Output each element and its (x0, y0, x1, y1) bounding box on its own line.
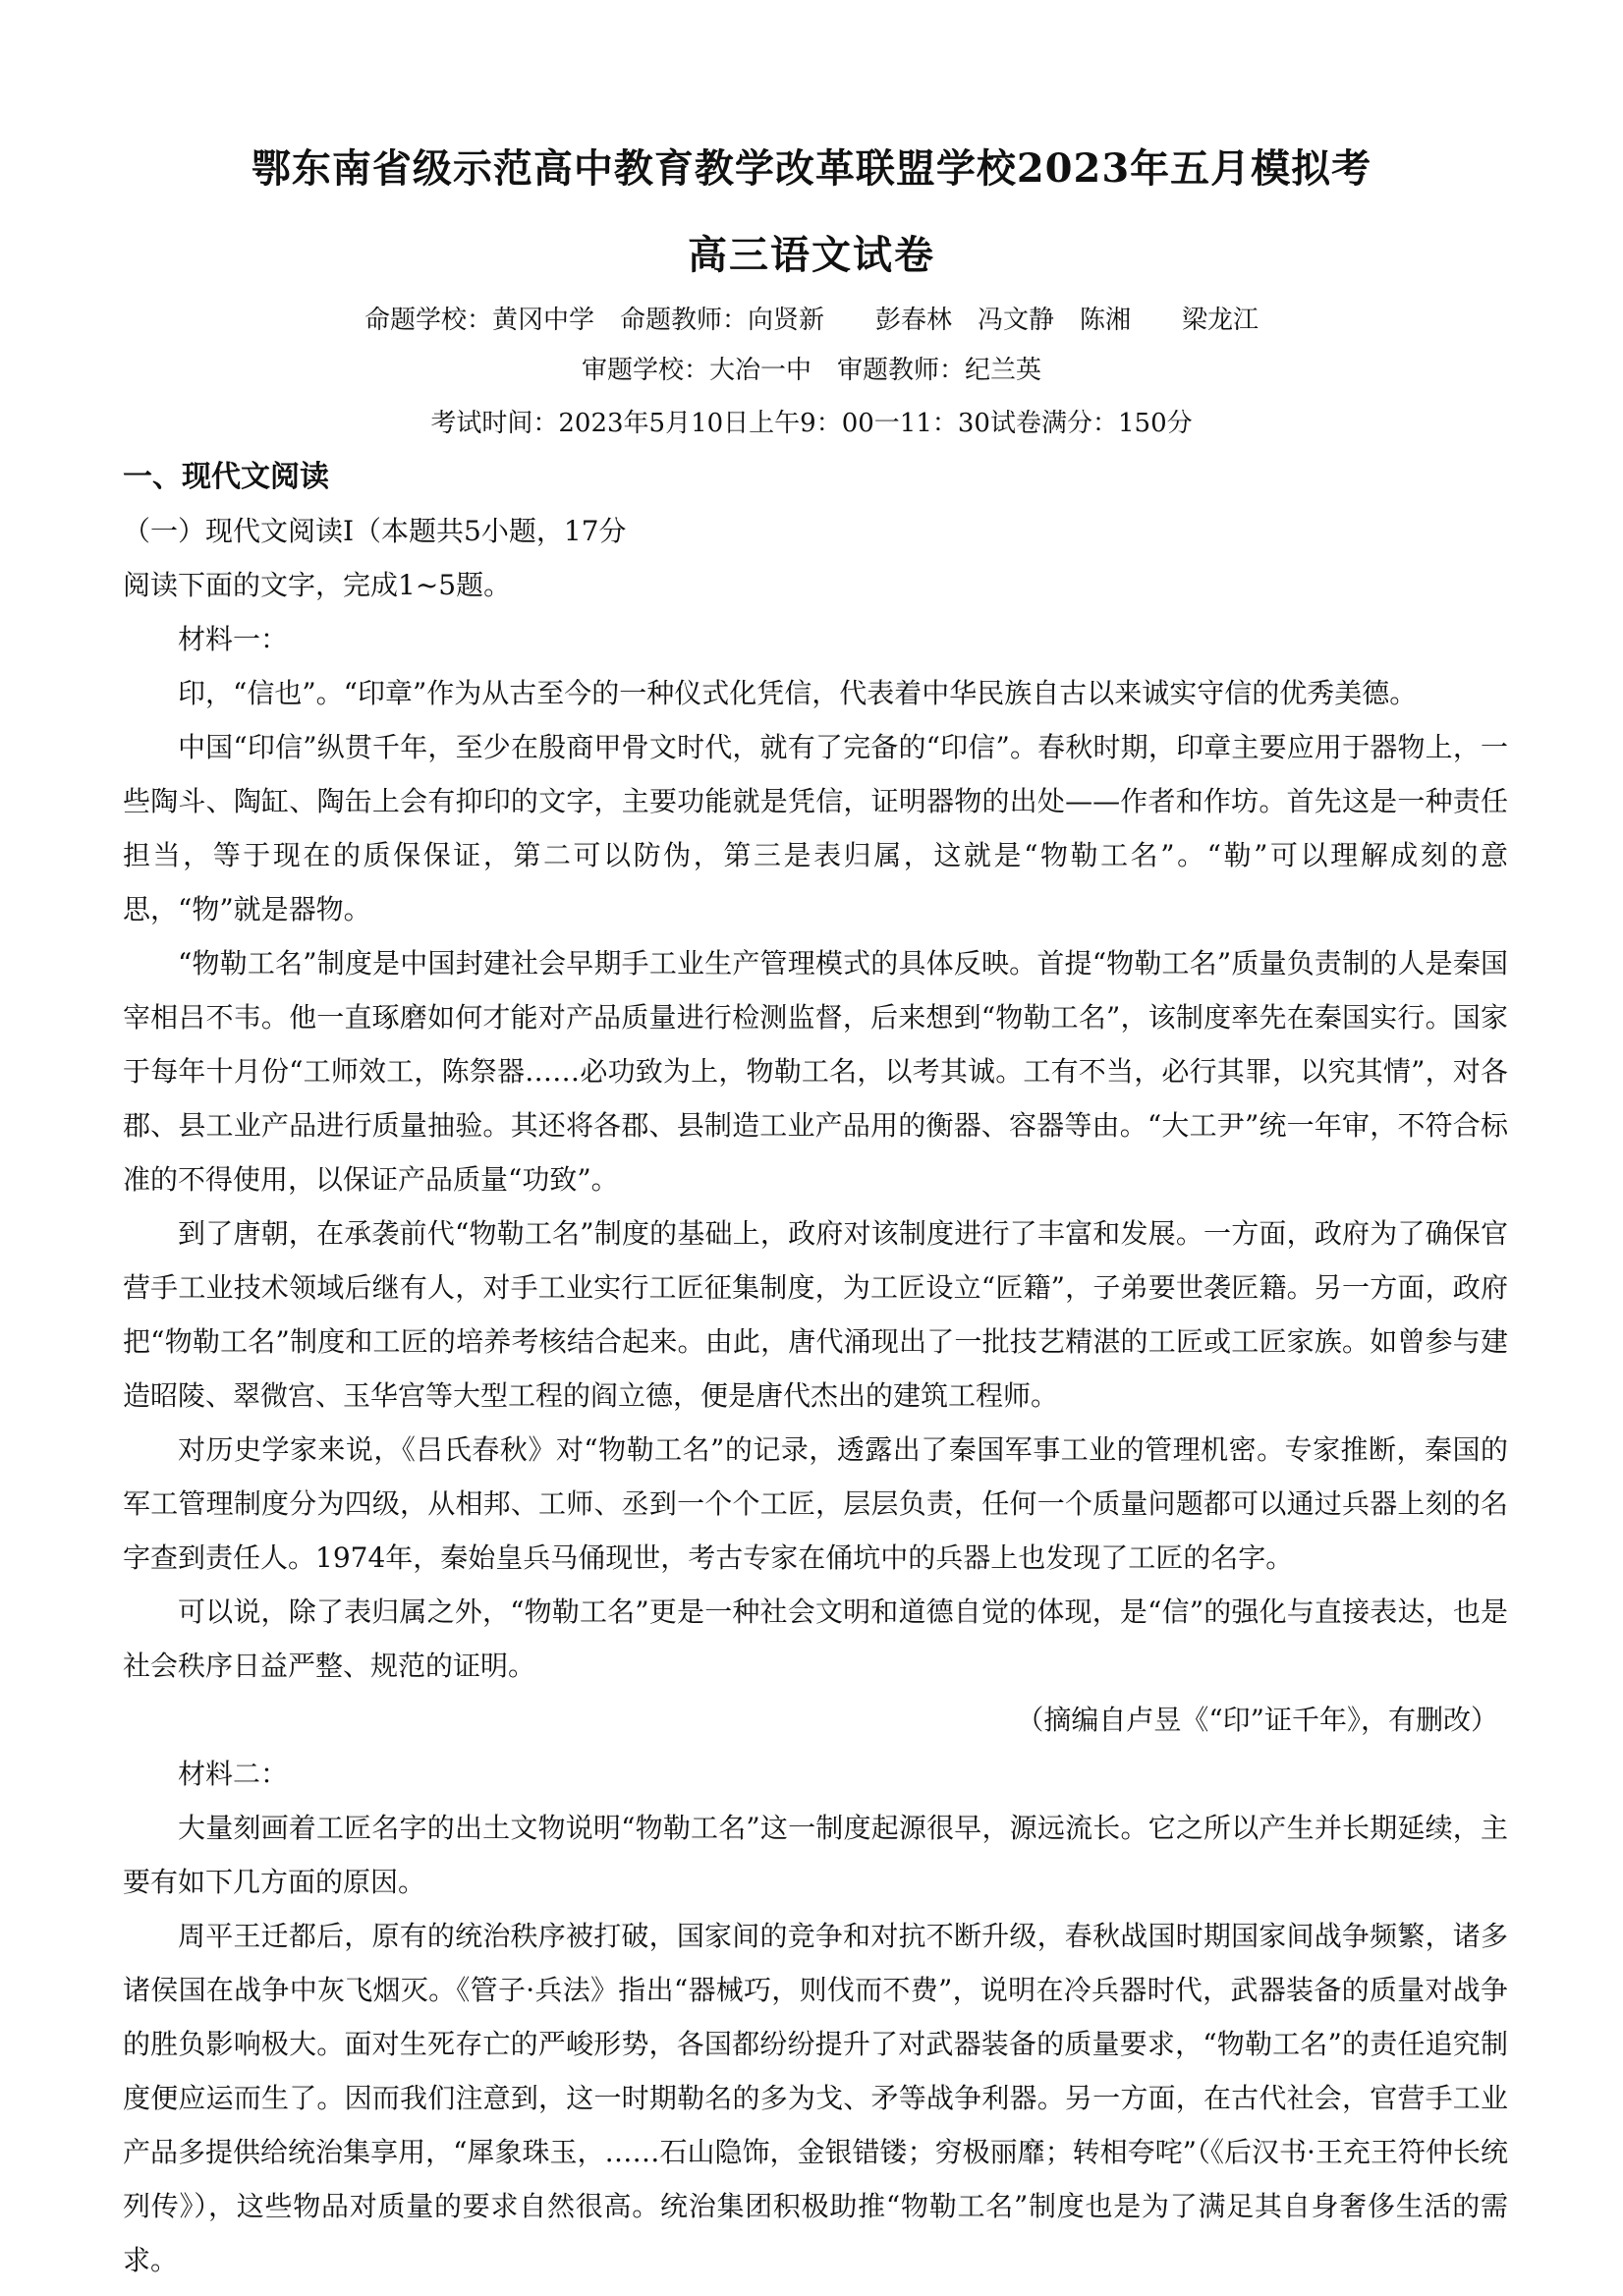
material-2-paragraph: 大量刻画着工匠名字的出土文物说明“物勒工名”这一制度起源很早，源远流长。它之所以产生并长期延续，主要有如下几方面的原因。 (123, 1812, 1508, 1898)
material-2-paragraph: 周平王迁都后，原有的统治秩序被打破，国家间的竞争和对抗不断升级，春秋战国时期国家间战争频繁，诸多诸侯国在战争中灰飞烟灭。《管子·兵法》指出“器械巧，则伐而不费”，说明在冷兵器时代，武器装备的质量对战争的胜负影响极大。面对生死存亡的严峻形势，各国都纷纷提升了对武器装备的质量要求，“物勒工名”的责任追究制度便应运而生了。因而我们注意到，这一时期勒名的多为戈、矛等战争利器。另一方面，在古代社会，官营手工业产品多提供给统治集享用，“犀象珠玉，……石山隐饰，金银错镂；穷极丽靡；转相夸咤”（《后汉书·王充王符仲长统列传》），这些物品对质量的要求自然很高。统治集团积极助推“物勒工名”制度也是为了满足其自身奢侈生活的需求。 (123, 1920, 1508, 2276)
exam-info-line: 考试时间：2023年5月10日上午9：00一11：30试卷满分：150分 (430, 409, 1193, 438)
exam-body (123, 450, 1508, 2287)
material-1-paragraph: 中国“印信”纵贯千年，至少在殷商甲骨文时代，就有了完备的“印信”。春秋时期，印章主要应用于器物上，一些陶斗、陶缸、陶缶上会有抑印的文字，主要功能就是凭信，证明器物的出处——作者和作坊。首先这是一种责任担当，等于现在的质保保证，第二可以防伪，第三是表归属，这就是“物勒工名”。“勒”可以理解成刻的意思，“物”就是器物。 (123, 731, 1508, 925)
section-heading: 一、现代文阅读 (123, 460, 329, 494)
author-line: 命题学校：黄冈中学 命题教师：向贤新 彭春林 冯文静 陈湘 梁龙江 (364, 306, 1259, 335)
material-1-paragraph: 印，“信也”。“印章”作为从古至今的一种仪式化凭信，代表着中华民族自古以来诚实守信的优秀美德。 (178, 677, 1418, 709)
material-1-paragraph: 可以说，除了表归属之外，“物勒工名”更是一种社会文明和道德自觉的体现，是“信”的强化与直接表达，也是社会秩序日益严整、规范的证明。 (123, 1596, 1508, 1682)
material-1-paragraph: 到了唐朝，在承袭前代“物勒工名”制度的基础上，政府对该制度进行了丰富和发展。一方面，政府为了确保官营手工业技术领域后继有人，对手工业实行工匠征集制度，为工匠设立“匠籍”，子弟要世袭匠籍。另一方面，政府把“物勒工名”制度和工匠的培养考核结合起来。由此，唐代涌现出了一批技艺精湛的工匠或工匠家族。如曾参与建造昭陵、翠微宫、玉华宫等大型工程的阎立德，便是唐代杰出的建筑工程师。 (123, 1217, 1508, 1412)
material-1-label: 材料一： (178, 623, 289, 655)
material-2-label: 材料二： (178, 1758, 289, 1790)
exam-subtitle: 高三语文试卷 (688, 232, 935, 278)
subsection-heading: （一）现代文阅读Ⅰ（本题共5小题，17分 (123, 515, 627, 547)
material-1-source: （摘编自卢昱《“印”证千年》，有删改） (1016, 1704, 1498, 1736)
reviewer-line: 审题学校：大冶一中 审题教师：纪兰英 (581, 356, 1041, 385)
material-1-paragraph: “物勒工名”制度是中国封建社会早期手工业生产管理模式的具体反映。首提“物勒工名”质量负责制的人是秦国宰相吕不韦。他一直琢磨如何才能对产品质量进行检测监督，后来想到“物勒工名”，该制度率先在秦国实行。国家于每年十月份“工师效工，陈祭器……必功致为上，物勒工名，以考其诚。工有不当，必行其罪，以究其情”，对各郡、县工业产品进行质量抽验。其还将各郡、县制造工业产品用的衡器、容器等由。“大工尹”统一年审，不符合标准的不得使用，以保证产品质量“功致”。 (123, 947, 1508, 1196)
exam-title: 鄂东南省级示范高中教育教学改革联盟学校2023年五月模拟考 (251, 145, 1372, 192)
instruction-text: 阅读下面的文字，完成1~5题。 (123, 569, 512, 601)
material-1-paragraph: 对历史学家来说，《吕氏春秋》对“物勒工名”的记录，透露出了秦国军事工业的管理机密。专家推断，秦国的军工管理制度分为四级，从相邦、工师、丞到一个个工匠，层层负责，任何一个质量问题都可以通过兵器上刻的名字查到责任人。1974年，秦始皇兵马俑现世，考古专家在俑坑中的兵器上也发现了工匠的名字。 (123, 1433, 1508, 1574)
